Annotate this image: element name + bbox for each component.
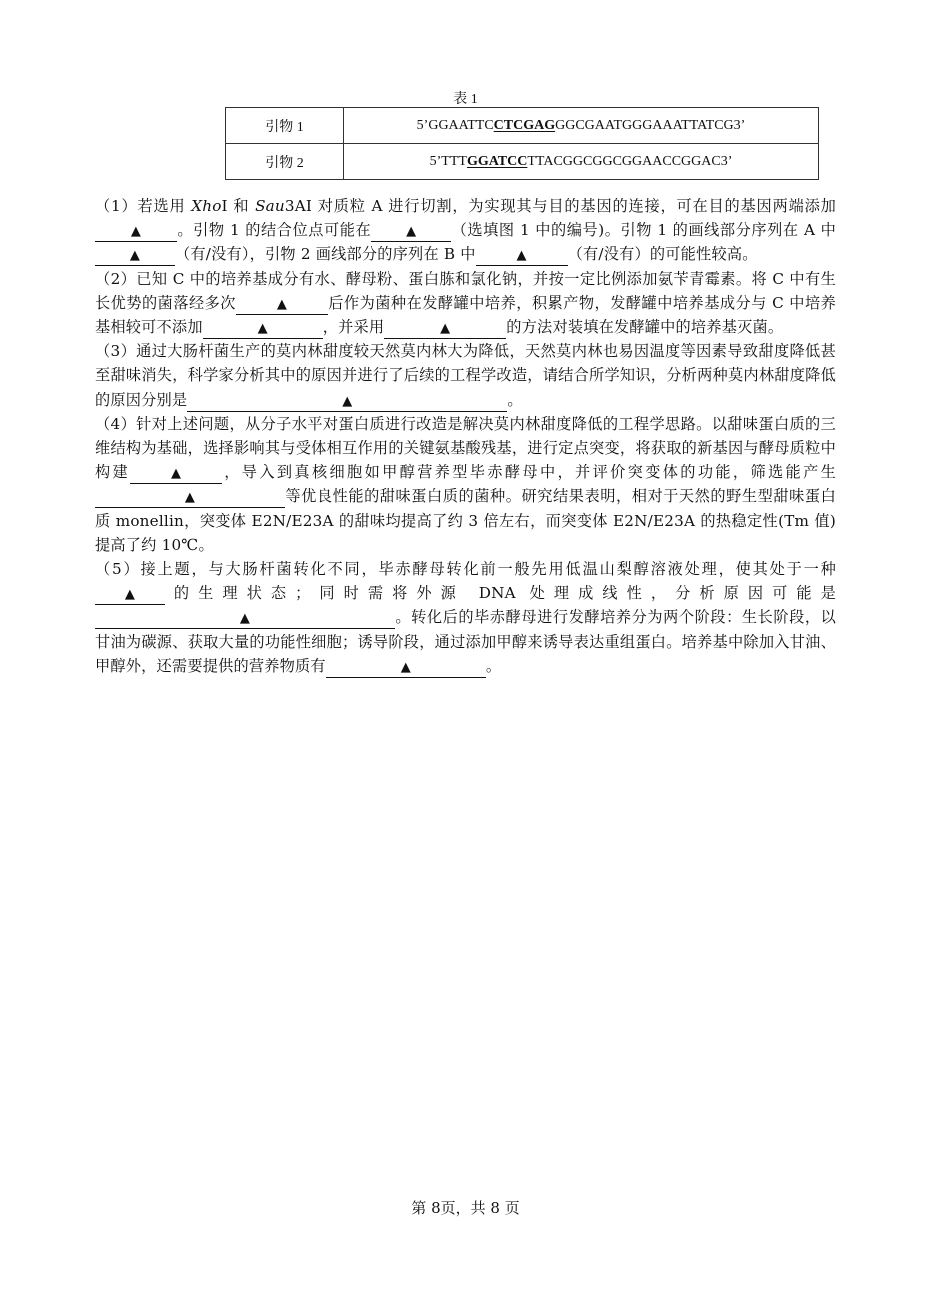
table-caption: 表 1 [453,92,478,107]
answer-blank[interactable]: ▲ [326,659,486,678]
answer-blank[interactable]: ▲ [236,296,328,315]
answer-blank[interactable]: ▲ [95,247,175,266]
restriction-site: CTCGAG [493,117,556,133]
answer-blank[interactable]: ▲ [130,465,222,484]
answer-blank[interactable]: ▲ [95,223,177,242]
primer-table [225,107,819,180]
restriction-site: GGATCC [466,153,528,169]
question-5: （5）接上题，与大肠杆菌转化不同，毕赤酵母转化前一般先用低温山梨醇溶液处理，使其处于一种▲ 的生理状态；同时需将外源 DNA 处理成线性，分析原因可能是▲ 。转化后的毕赤酵母进行发酵培养分为两个阶段：生长阶段，以甘油为碳源、获取大量的功能性细胞；诱导阶段，通过添加甲醇来诱导表达重组蛋白。培养基中除加入甘油、甲醇外，还需要提供的营养物质有 ▲ 。 [95,557,836,678]
answer-blank[interactable]: ▲ [95,586,165,605]
table-row [226,144,819,180]
answer-blank[interactable]: ▲ [203,320,323,339]
primer-label: 引物 2 [226,144,344,180]
answer-blank[interactable]: ▲ [476,247,568,266]
question-body [95,194,836,678]
question-2: （2）已知 C 中的培养基成分有水、酵母粉、蛋白胨和氯化钠，并按一定比例添加氨苄青霉素。将 C 中有生长优势的菌落经多次 ▲ 后作为菌种在发酵罐中培养，积累产物，发酵罐中培养基成分与 C 中培养基相较可不添加 ▲ ，并采用 ▲ 的方法对装填在发酵罐中的培养基灭菌。 [95,267,836,340]
question-1: （1）若选用 XhoI 和 Sau3AI 对质粒 A 进行切割，为实现其与目的基因的连接，可在目的基因两端添加▲ 。引物 1 的结合位点可能在 ▲ （选填图 1 中的编号)。引物 1 的画线部分序列在 A 中▲ （有/没有），引物 2 画线部分的序列在 B 中 ▲ （有/没有）的可能性较高。 [95,194,836,267]
question-3: （3）通过大肠杆菌生产的莫内林甜度较天然莫内林大为降低，天然莫内林也易因温度等因素导致甜度降低甚至甜味消失，科学家分析其中的原因并进行了后续的工程学改造，请结合所学知识，分析两种莫内林甜度降低的原因分别是 ▲ 。 [95,339,836,412]
question-4: （4）针对上述问题，从分子水平对蛋白质进行改造是解决莫内林甜度降低的工程学思路。以甜味蛋白质的三维结构为基础，选择影响其与受体相互作用的关键氨基酸残基，进行定点突变，将获取的新基因与酵母质粒中构建 ▲ ，导入到真核细胞如甲醇营养型毕赤酵母中，并评价突变体的功能，筛选能产生▲ 等优良性能的甜味蛋白质的菌种。研究结果表明，相对于天然的野生型甜味蛋白质 monellin，突变体 E2N/E23A 的甜味均提高了约 3 倍左右，而突变体 E2N/E23A 的热稳定性(Tm 值)提高了约 10℃。 [95,414,837,554]
answer-blank[interactable]: ▲ [371,223,451,242]
primer-sequence: 5’GGAATTCCTCGAGGGCGAATGGGAAATTATCG3’ [344,108,819,144]
answer-blank[interactable]: ▲ [187,393,507,412]
answer-blank[interactable]: ▲ [95,489,285,508]
primer-sequence: 5’TTTGGATCCTTACGGCGGCGGAACCGGAC3’ [344,144,819,180]
primer-label: 引物 1 [226,108,344,144]
answer-blank[interactable]: ▲ [384,320,506,339]
page-footer: 第 8页，共 8 页 [411,1199,520,1217]
answer-blank[interactable]: ▲ [95,610,395,629]
table-row [226,108,819,144]
